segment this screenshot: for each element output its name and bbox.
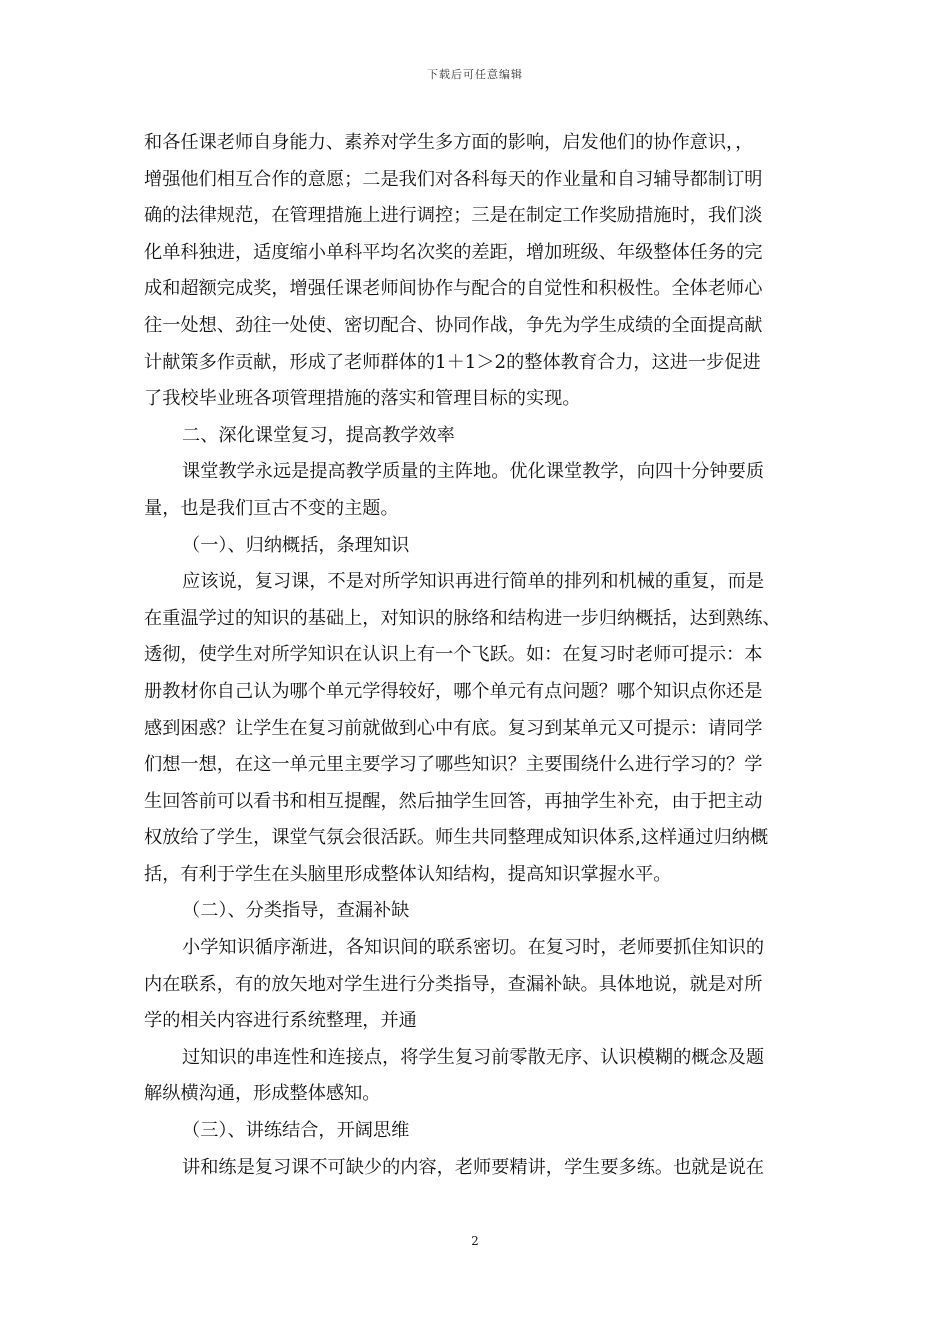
subsection-heading: （二）、分类指导，查漏补缺 bbox=[182, 900, 410, 922]
body-line: 感到困惑？让学生在复习前就做到心中有底。复习到某单元又可提示：请同学 bbox=[144, 717, 763, 739]
body-line: 增强他们相互合作的意愿；二是我们对各科每天的作业量和自习辅导都制订明 bbox=[144, 168, 763, 190]
body-line: 生回答前可以看书和相互提醒，然后抽学生回答，再抽学生补充，由于把主动 bbox=[144, 790, 763, 812]
body-line: 们想一想，在这一单元里主要学习了哪些知识？主要围绕什么进行学习的？学 bbox=[144, 754, 763, 776]
body-line: 解纵横沟通，形成整体感知。 bbox=[144, 1083, 381, 1105]
body-line: 成和超额完成奖，增强任课老师间协作与配合的自觉性和积极性。全体老师心 bbox=[144, 278, 763, 300]
body-line: 量，也是我们亘古不变的主题。 bbox=[144, 497, 399, 519]
document-body bbox=[144, 125, 808, 1186]
page-header: 下载后可任意编辑 bbox=[427, 68, 523, 81]
subsection-heading: （三）、讲练结合，开阔思维 bbox=[182, 1120, 410, 1142]
section-heading: 二、深化课堂复习，提高教学效率 bbox=[182, 424, 455, 446]
body-line: 在重温学过的知识的基础上，对知识的脉络和结构进一步归纳概括，达到熟练、 bbox=[144, 607, 781, 629]
body-line: 学的相关内容进行系统整理，并通 bbox=[144, 1010, 417, 1032]
subsection-heading: （一）、归纳概括，条理知识 bbox=[182, 534, 410, 556]
body-line: 往一处想、劲往一处使、密切配合、协同作战，争先为学生成绩的全面提高献 bbox=[144, 314, 763, 336]
body-line: 化单科独进，适度缩小单科平均名次奖的差距，增加班级、年级整体任务的完 bbox=[144, 241, 763, 263]
body-line: 册教材你自己认为哪个单元学得较好，哪个单元有点问题？哪个知识点你还是 bbox=[144, 680, 763, 702]
paragraph-start-line: 讲和练是复习课不可缺少的内容，老师要精讲，学生要多练。也就是说在 bbox=[182, 1156, 765, 1178]
body-line: 透彻，使学生对所学知识在认识上有一个飞跃。如：在复习时老师可提示：本 bbox=[144, 644, 763, 666]
body-line: 内在联系，有的放矢地对学生进行分类指导，查漏补缺。具体地说，就是对所 bbox=[144, 973, 763, 995]
body-line: 确的法律规范，在管理措施上进行调控；三是在制定工作奖励措施时，我们淡 bbox=[144, 205, 763, 227]
body-line: 括，有利于学生在头脑里形成整体认知结构，提高知识掌握水平。 bbox=[144, 863, 672, 885]
paragraph-start-line: 过知识的串连性和连接点，将学生复习前零散无序、认识模糊的概念及题 bbox=[182, 1046, 765, 1068]
body-line: 和各任课老师自身能力、素养对学生多方面的影响，启发他们的协作意识，， bbox=[144, 132, 754, 153]
paragraph-start-line: 小学知识循序渐进，各知识间的联系密切。在复习时，老师要抓住知识的 bbox=[182, 937, 765, 959]
paragraph-start-line: 应该说，复习课，不是对所学知识再进行简单的排列和机械的重复，而是 bbox=[182, 571, 765, 593]
body-line: 了我校毕业班各项管理措施的落实和管理目标的实现。 bbox=[144, 388, 581, 410]
page-number: 2 bbox=[471, 1234, 479, 1248]
body-line: 权放给了学生，课堂气氛会很活跃。师生共同整理成知识体系,这样通过归纳概 bbox=[144, 827, 769, 849]
paragraph-start-line: 课堂教学永远是提高教学质量的主阵地。优化课堂教学，向四十分钟要质 bbox=[182, 461, 765, 483]
body-line: 计献策多作贡献，形成了老师群体的1＋1＞2的整体教育合力，这进一步促进 bbox=[144, 351, 761, 373]
